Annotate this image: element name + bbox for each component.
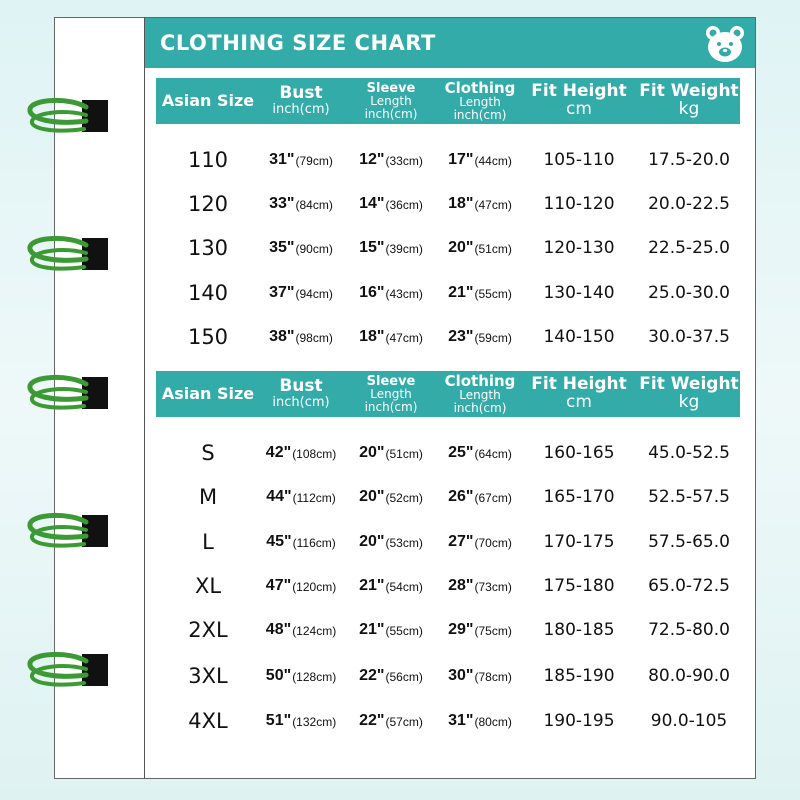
bust-cell: 44" (112cm) (266, 488, 336, 505)
fit-height-cell: 175-180 (543, 576, 615, 596)
size-cell: 110 (187, 148, 229, 172)
clothing-length-cell: 23" (59cm) (448, 328, 512, 345)
margin-line (144, 17, 145, 779)
bust-cell: 48" (124cm) (265, 621, 337, 638)
sleeve-cell: 20" (52cm) (359, 488, 423, 505)
clothing-length-cell: 20" (51cm) (448, 239, 512, 256)
clothing-length-cell: 27" (70cm) (448, 533, 512, 550)
header-fit-height: Fit Height cm (531, 374, 627, 412)
fit-height-cell: 185-190 (543, 666, 615, 686)
bust-cell: 45" (116cm) (266, 533, 336, 550)
bust-cell: 47" (120cm) (265, 577, 337, 594)
bust-cell: 51" (132cm) (265, 712, 337, 729)
fit-height-cell: 105-110 (543, 150, 615, 170)
ring-binder-icon (24, 235, 114, 275)
header-clothing-length: Clothing Length inch(cm) (444, 78, 516, 122)
table-row (156, 431, 740, 475)
fit-weight-cell: 20.0-22.5 (648, 194, 730, 214)
clothing-length-cell: 28" (73cm) (448, 577, 512, 594)
bust-cell: 35" (90cm) (269, 239, 333, 256)
size-cell: 150 (187, 325, 229, 349)
sleeve-cell: 21" (54cm) (359, 577, 423, 594)
header-asian-size: Asian Size (161, 90, 255, 110)
table-row (156, 520, 740, 564)
header-fit-weight: Fit Weight kg (639, 374, 739, 412)
header-fit-weight: Fit Weight kg (639, 81, 739, 119)
sleeve-cell: 22" (56cm) (359, 667, 423, 684)
ring-binder-icon (24, 97, 114, 137)
sleeve-cell: 16" (43cm) (359, 284, 423, 301)
clothing-length-cell: 18" (47cm) (448, 195, 512, 212)
clothing-length-cell: 30" (78cm) (448, 667, 512, 684)
fit-weight-cell: 22.5-25.0 (648, 238, 730, 258)
size-cell: M (198, 485, 218, 509)
table-row (156, 271, 740, 315)
fit-weight-cell: 80.0-90.0 (648, 666, 730, 686)
ring-binder-icon (24, 374, 114, 414)
size-cell: 4XL (188, 709, 228, 733)
clothing-length-cell: 25" (64cm) (448, 444, 512, 461)
fit-weight-cell: 25.0-30.0 (648, 283, 730, 303)
table-row (156, 226, 740, 270)
size-cell: S (201, 441, 215, 465)
header-bust: Bust inch(cm) (272, 376, 330, 411)
table-row (156, 138, 740, 182)
sleeve-cell: 14" (36cm) (359, 195, 423, 212)
fit-height-cell: 120-130 (543, 238, 615, 258)
bust-cell: 37" (94cm) (269, 284, 333, 301)
fit-height-cell: 190-195 (543, 711, 615, 731)
header-fit-height: Fit Height cm (531, 81, 627, 119)
fit-weight-cell: 52.5-57.5 (648, 487, 730, 507)
clothing-length-cell: 26" (67cm) (448, 488, 512, 505)
size-cell: L (202, 530, 214, 554)
fit-weight-cell: 17.5-20.0 (648, 150, 730, 170)
bear-face-icon (703, 22, 747, 66)
size-cell: 130 (187, 236, 229, 260)
table-row (156, 608, 740, 652)
size-cell: XL (194, 574, 222, 598)
size-cell: 120 (187, 192, 229, 216)
bust-cell: 31" (79cm) (269, 151, 333, 168)
table-row (156, 564, 740, 608)
fit-height-cell: 160-165 (543, 443, 615, 463)
fit-weight-cell: 45.0-52.5 (648, 443, 730, 463)
size-table-header (156, 78, 740, 124)
fit-weight-cell: 90.0-105 (650, 711, 728, 731)
ring-binder-icon (24, 512, 114, 552)
bust-cell: 33" (84cm) (269, 195, 333, 212)
clothing-length-cell: 31" (80cm) (448, 712, 512, 729)
sleeve-cell: 22" (57cm) (359, 712, 423, 729)
fit-height-cell: 170-175 (543, 532, 615, 552)
fit-weight-cell: 65.0-72.5 (648, 576, 730, 596)
fit-weight-cell: 57.5-65.0 (648, 532, 730, 552)
fit-weight-cell: 72.5-80.0 (648, 620, 730, 640)
header-bust: Bust inch(cm) (272, 83, 330, 118)
bust-cell: 38" (98cm) (269, 328, 333, 345)
table-row (156, 699, 740, 743)
table-row (156, 315, 740, 359)
fit-weight-cell: 30.0-37.5 (648, 327, 730, 347)
sleeve-cell: 12" (33cm) (359, 151, 423, 168)
fit-height-cell: 130-140 (543, 283, 615, 303)
header-clothing-length: Clothing Length inch(cm) (444, 371, 516, 415)
table-row (156, 182, 740, 226)
sleeve-cell: 15" (39cm) (359, 239, 423, 256)
clothing-length-cell: 21" (55cm) (448, 284, 512, 301)
fit-height-cell: 140-150 (543, 327, 615, 347)
header-asian-size: Asian Size (161, 383, 255, 403)
page-title: CLOTHING SIZE CHART (160, 31, 436, 55)
sleeve-cell: 20" (51cm) (359, 444, 423, 461)
ring-binder-icon (24, 651, 114, 691)
header-sleeve-length: Sleeve Length inch(cm) (364, 80, 418, 121)
sleeve-cell: 18" (47cm) (359, 328, 423, 345)
clothing-length-cell: 29" (75cm) (448, 621, 512, 638)
sleeve-cell: 20" (53cm) (359, 533, 423, 550)
fit-height-cell: 180-185 (543, 620, 615, 640)
bust-cell: 42" (108cm) (265, 444, 337, 461)
bust-cell: 50" (128cm) (265, 667, 337, 684)
size-table-header (156, 371, 740, 417)
table-row (156, 475, 740, 519)
fit-height-cell: 165-170 (543, 487, 615, 507)
size-cell: 2XL (188, 618, 228, 642)
table-row (156, 654, 740, 698)
fit-height-cell: 110-120 (543, 194, 615, 214)
clothing-length-cell: 17" (44cm) (448, 151, 512, 168)
header-sleeve-length: Sleeve Length inch(cm) (364, 373, 418, 414)
size-cell: 140 (187, 281, 229, 305)
size-cell: 3XL (188, 664, 228, 688)
sleeve-cell: 21" (55cm) (359, 621, 423, 638)
